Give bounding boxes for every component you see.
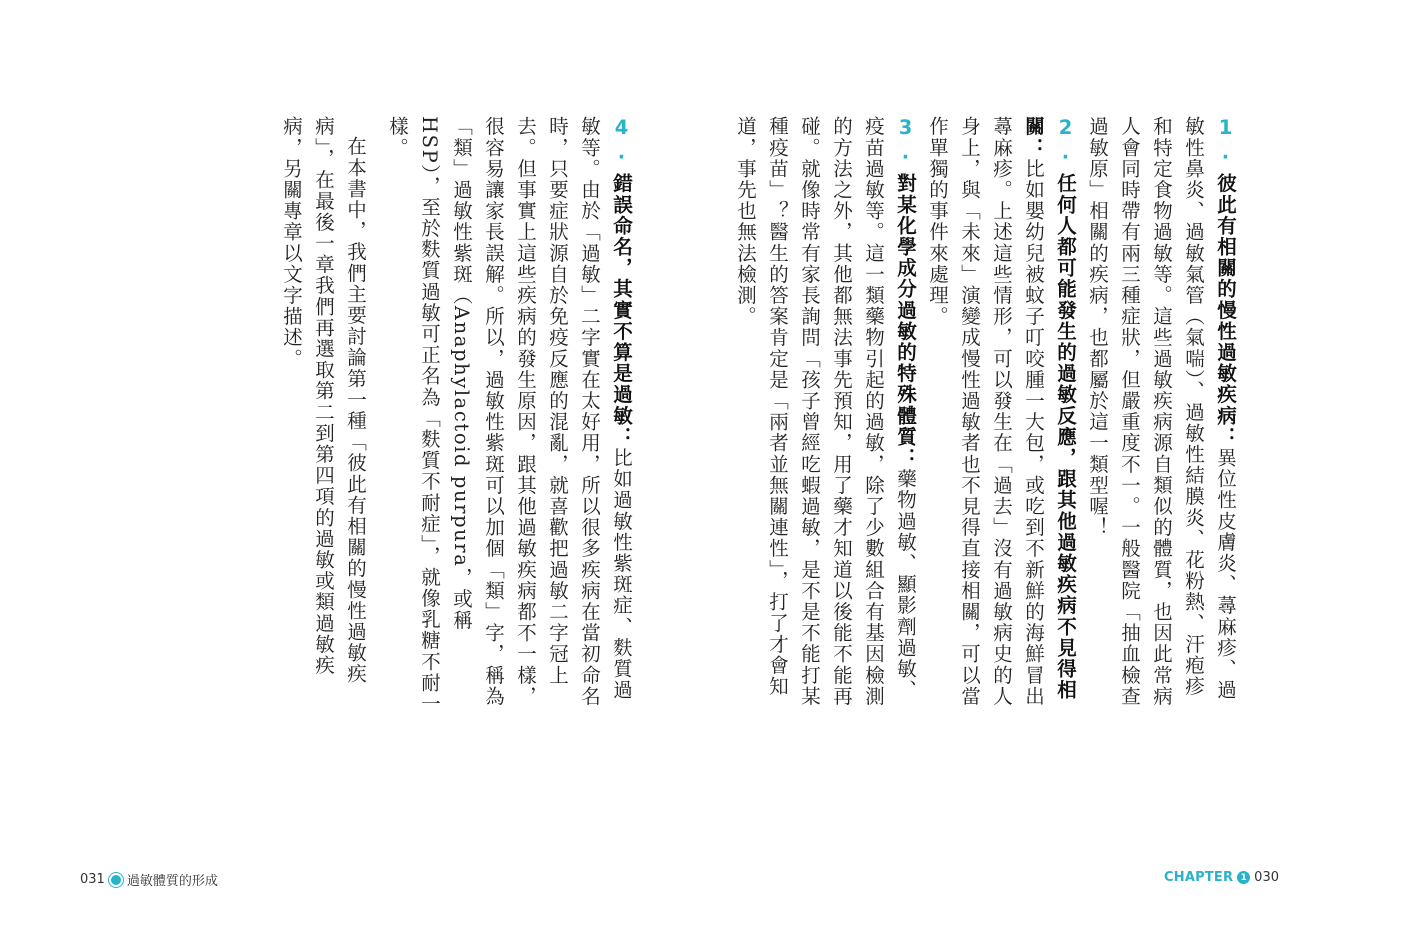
folio-left (80, 870, 218, 889)
page-number: 030 (1254, 870, 1279, 885)
left-page (0, 0, 713, 936)
item-text: 異位性皮膚炎、蕁麻疹、過敏性鼻炎、過敏氣管（氣喘）、過敏性結膜炎、花粉熱、汗疱疹和特定食物過敏等。這些過敏疾病源自類似的體質，也因此常病人會同時帶有兩三種症狀，但嚴重度不一。一般醫院「抽血檢查過敏原」相關的疾病，也都屬於這一類型喔！ (1086, 116, 1237, 707)
chapter-number-badge: 1 (1237, 871, 1250, 884)
bullet-dot-icon (111, 875, 121, 885)
item-number: 4. (610, 116, 633, 166)
list-item (921, 116, 1081, 716)
folio-right (1164, 870, 1279, 885)
item-heading: 任何人都可能發生的過敏反應，跟其他過敏疾病不見得相關： (1022, 116, 1077, 701)
item-text: 比如過敏性紫斑症、麩質過敏等。由於「過敏」二字實在太好用，所以很多疾病在當初命名時，只要症狀源自於免疫反應的混亂，就喜歡把過敏二字冠上去。但事實上這些疾病的發生原因，跟其他過敏疾病都不一樣，很容易讓家長誤解。所以，過敏性紫斑可以加個「類」字，稱為「類」過敏性紫斑（Anaphylactoid purpura，或稱 HSP），至於麩質過敏可正名為「麩質不耐症」，就像乳糖不耐一樣。 (386, 116, 633, 715)
page-number: 031 (80, 872, 105, 887)
chapter-label: CHAPTER (1164, 870, 1234, 885)
list-item (1081, 116, 1241, 716)
item-heading: 錯誤命名，其實不算是過敏： (610, 173, 633, 448)
item-number: 2. (1054, 116, 1077, 166)
body-paragraph: 在本書中，我們主要討論第一種「彼此有相關的慢性過敏疾病」，在最後一章我們再選取第二到第四項的過敏或類過敏疾病，另關專章以文字描述。 (280, 116, 367, 685)
left-page-body (275, 116, 637, 716)
right-page-body (729, 116, 1241, 716)
list-item (381, 116, 637, 716)
right-page (713, 0, 1427, 936)
item-number: 1. (1214, 116, 1237, 166)
item-text: 藥物過敏、顯影劑過敏、疫苗過敏等。這一類藥物引起的過敏，除了少數組合有基因檢測的方法之外，其他都無法事先預知，用了藥才知道以後能不能再碰。就像時常有家長詢問「孩子曾經吃蝦過敏，是不是不能打某種疫苗」？醫生的答案肯定是「兩者並無關連性」，打了才會知道，事先也無法檢測。 (734, 116, 917, 707)
item-heading: 彼此有相關的慢性過敏疾病： (1214, 173, 1237, 448)
running-title: 過敏體質的形成 (126, 874, 218, 889)
list-item (729, 116, 921, 716)
item-text: 比如嬰幼兒被蚊子叮咬腫一大包，或吃到不新鮮的海鮮冒出蕁麻疹。上述這些情形，可以發生在「過去」沒有過敏病史的人身上，與「未來」演變成慢性過敏者也不見得直接相關，可以當作單獨的事件來處理。 (926, 116, 1045, 707)
item-heading: 對某化學成分過敏的特殊體質： (894, 173, 917, 469)
item-number: 3. (894, 116, 917, 166)
